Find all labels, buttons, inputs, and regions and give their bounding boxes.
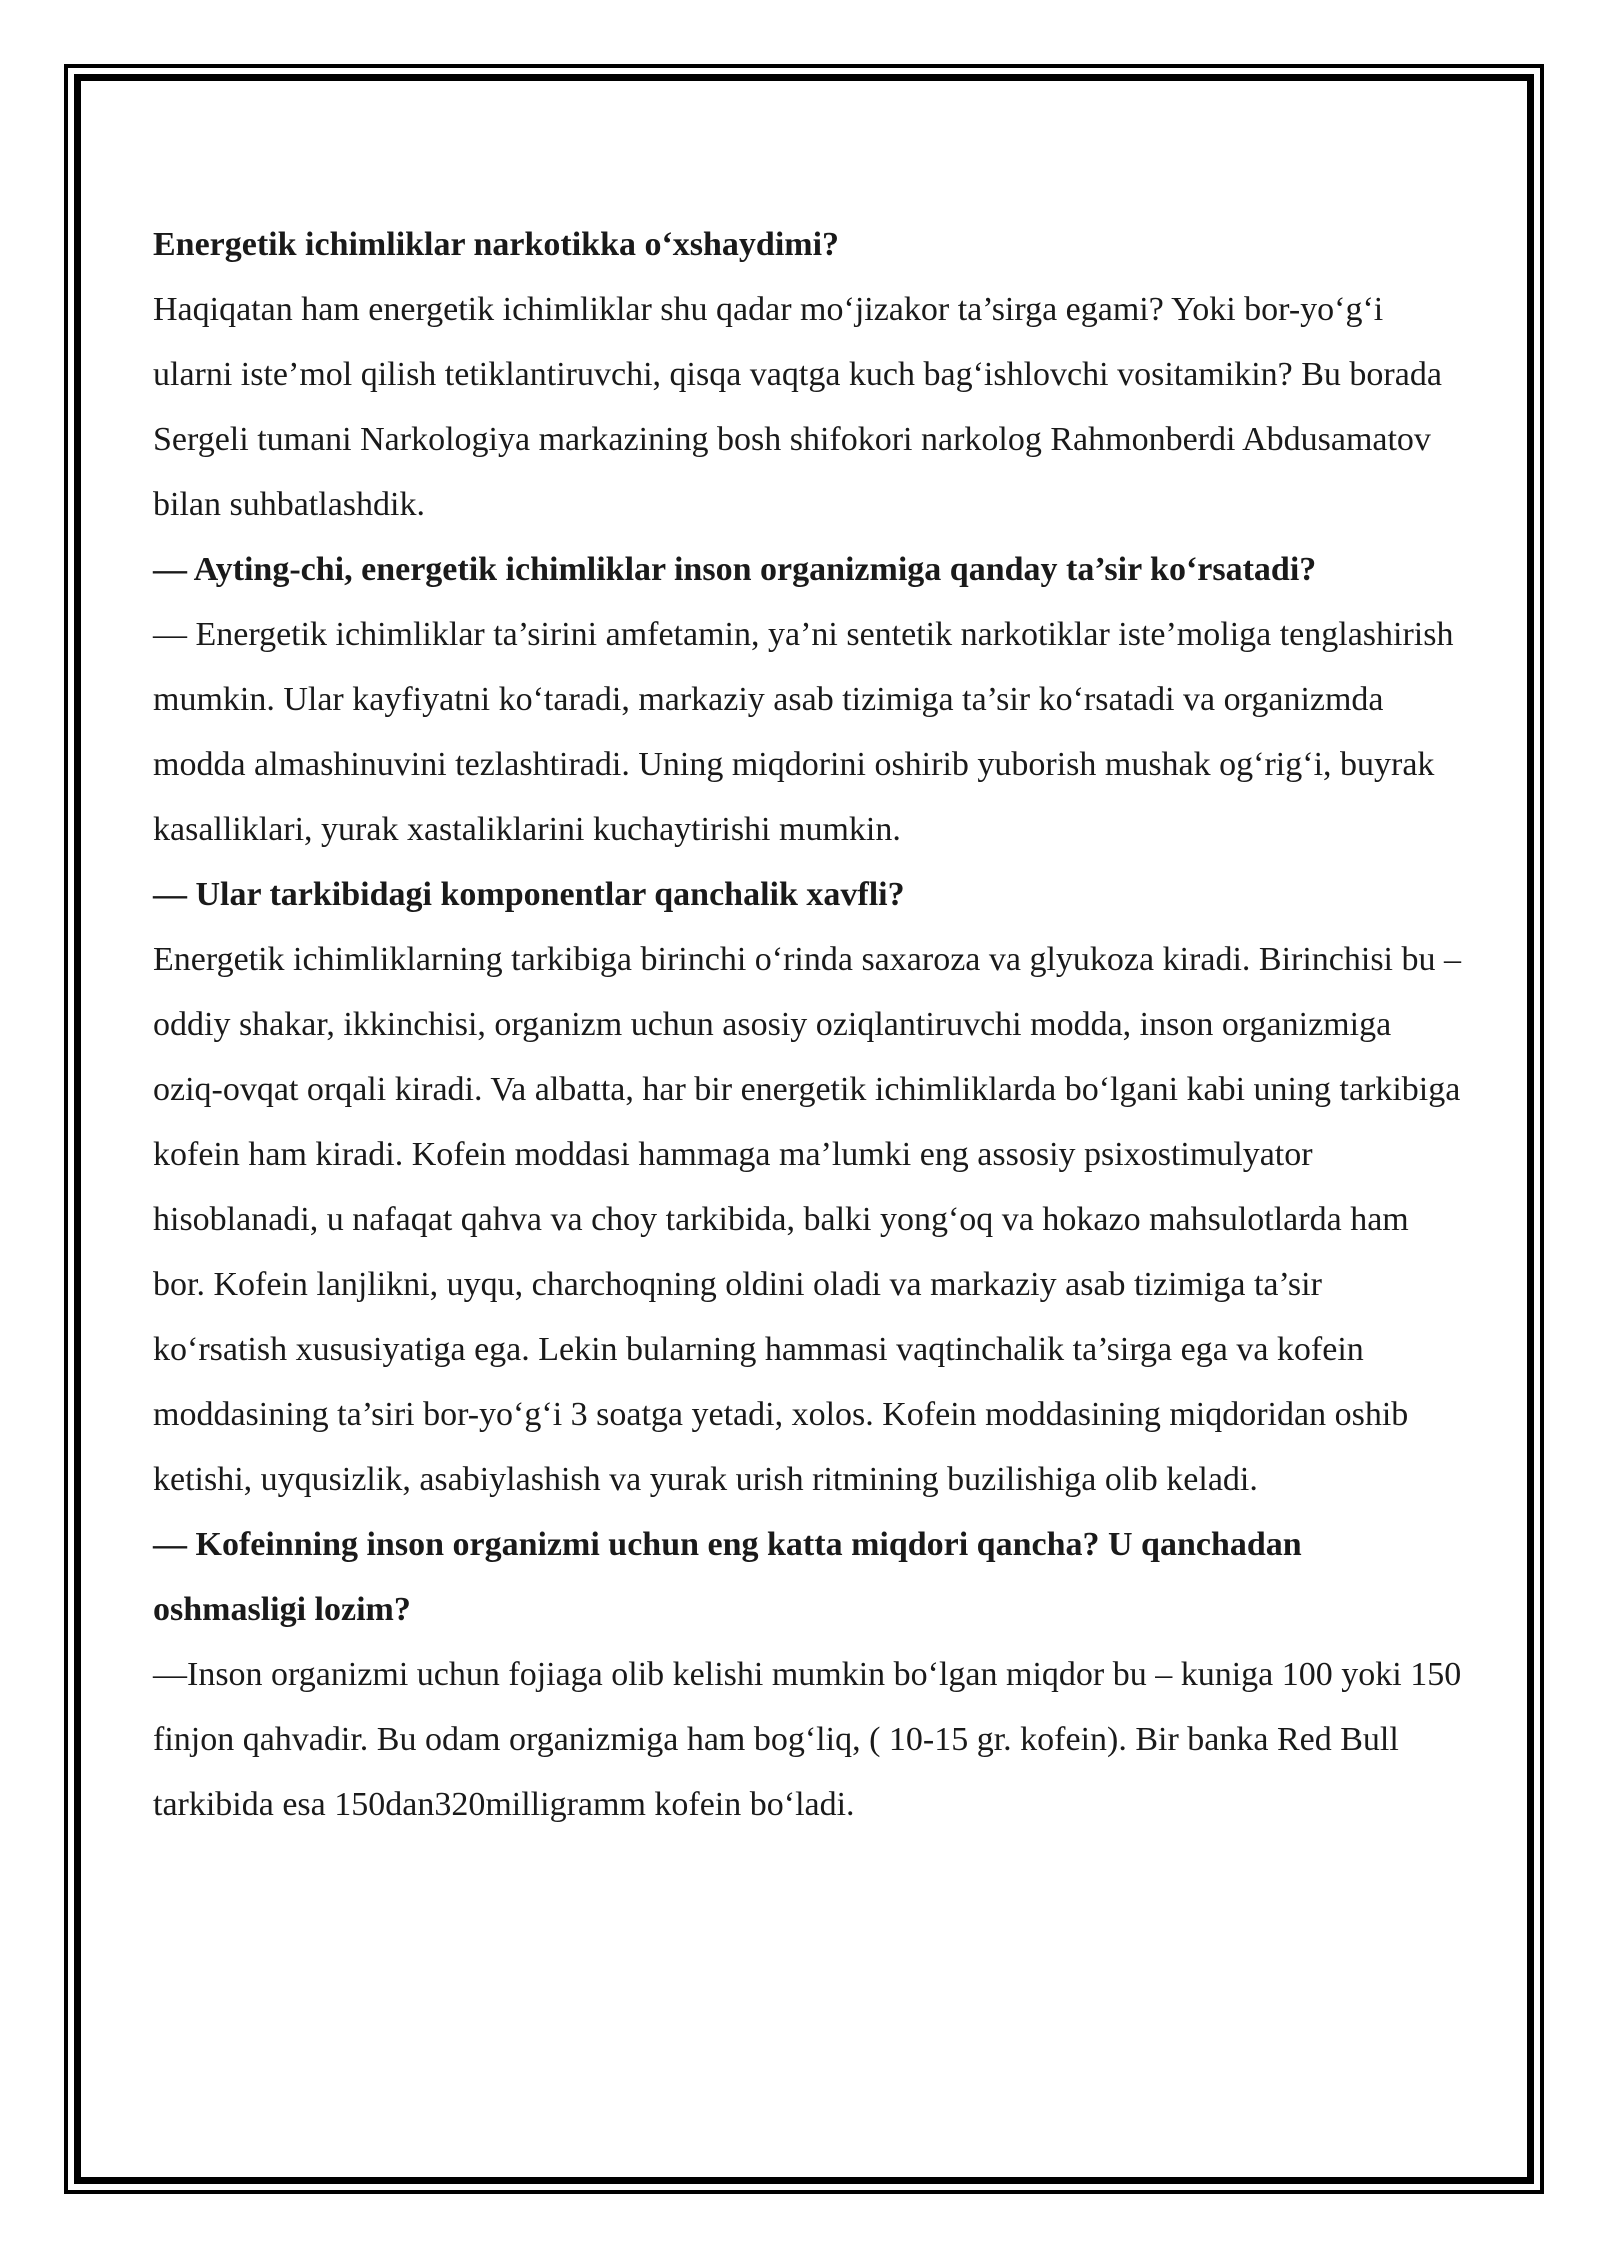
- interview-question-3: — Kofeinning inson organizmi uchun eng katta miqdori qancha? U qanchadan oshmasligi lozim?: [153, 1526, 1302, 1628]
- interview-answer-1: — Energetik ichimliklar ta’sirini amfetamin, ya’ni sentetik narkotiklar iste’moliga tenglashirish mumkin. Ular kayfiyatni ko‘taradi, markaziy asab tizimiga ta’sir ko‘rsatadi va organizmda modda almashinuvini tezlashtiradi. Uning miqdorini oshirib yuborish mushak og‘rig‘i, buyrak kasalliklari, yurak xastaliklarini kuchaytirishi mumkin.: [153, 616, 1454, 848]
- interview-question-2: — Ular tarkibidagi komponentlar qanchalik xavfli?: [153, 876, 905, 913]
- interview-answer-3: —Inson organizmi uchun fojiaga olib kelishi mumkin bo‘lgan miqdor bu – kuniga 100 yoki 150 finjon qahvadir. Bu odam organizmiga ham bog‘liq, ( 10-15 gr. kofein). Bir banka Red Bull tarkibida esa 150dan320milligramm kofein bo‘ladi.: [153, 1656, 1462, 1823]
- intro-paragraph: Haqiqatan ham energetik ichimliklar shu qadar mo‘jizakor ta’sirga egami? Yoki bor-yo‘g‘i ularni iste’mol qilish tetiklantiruvchi, qisqa vaqtga kuch bag‘ishlovchi vositamikin? Bu borada Sergeli tumani Narkologiya markazining bosh shifokori narkolog Rahmonberdi Abdusamatov bilan suhbatlashdik.: [153, 291, 1442, 523]
- interview-answer-2: Energetik ichimliklarning tarkibiga birinchi o‘rinda saxaroza va glyukoza kiradi. Birinchisi bu – oddiy shakar, ikkinchisi, organizm uchun asosiy oziqlantiruvchi modda, inson organizmiga oziq-ovqat orqali kiradi. Va albatta, har bir energetik ichimliklarda bo‘lgani kabi uning tarkibiga kofein ham kiradi. Kofein moddasi hammaga ma’lumki eng assosiy psixostimulyator hisoblanadi, u nafaqat qahva va choy tarkibida, balki yong‘oq va hokazo mahsulotlarda ham bor. Kofein lanjlikni, uyqu, charchoqning oldini oladi va markaziy asab tizimiga ta’sir ko‘rsatish xususiyatiga ega. Lekin bularning hammasi vaqtinchalik ta’sirga ega va kofein moddasining ta’siri bor-yo‘g‘i 3 soatga yetadi, xolos. Kofein moddasining miqdoridan oshib ketishi, uyqusizlik, asabiylashish va yurak urish ritmining buzilishiga olib keladi.: [153, 941, 1462, 1498]
- article-body: [153, 212, 1463, 1837]
- article-title: Energetik ichimliklar narkotikka o‘xshaydimi?: [153, 226, 840, 263]
- interview-question-1: — Ayting-chi, energetik ichimliklar inson organizmiga qanday ta’sir ko‘rsatadi?: [153, 551, 1317, 588]
